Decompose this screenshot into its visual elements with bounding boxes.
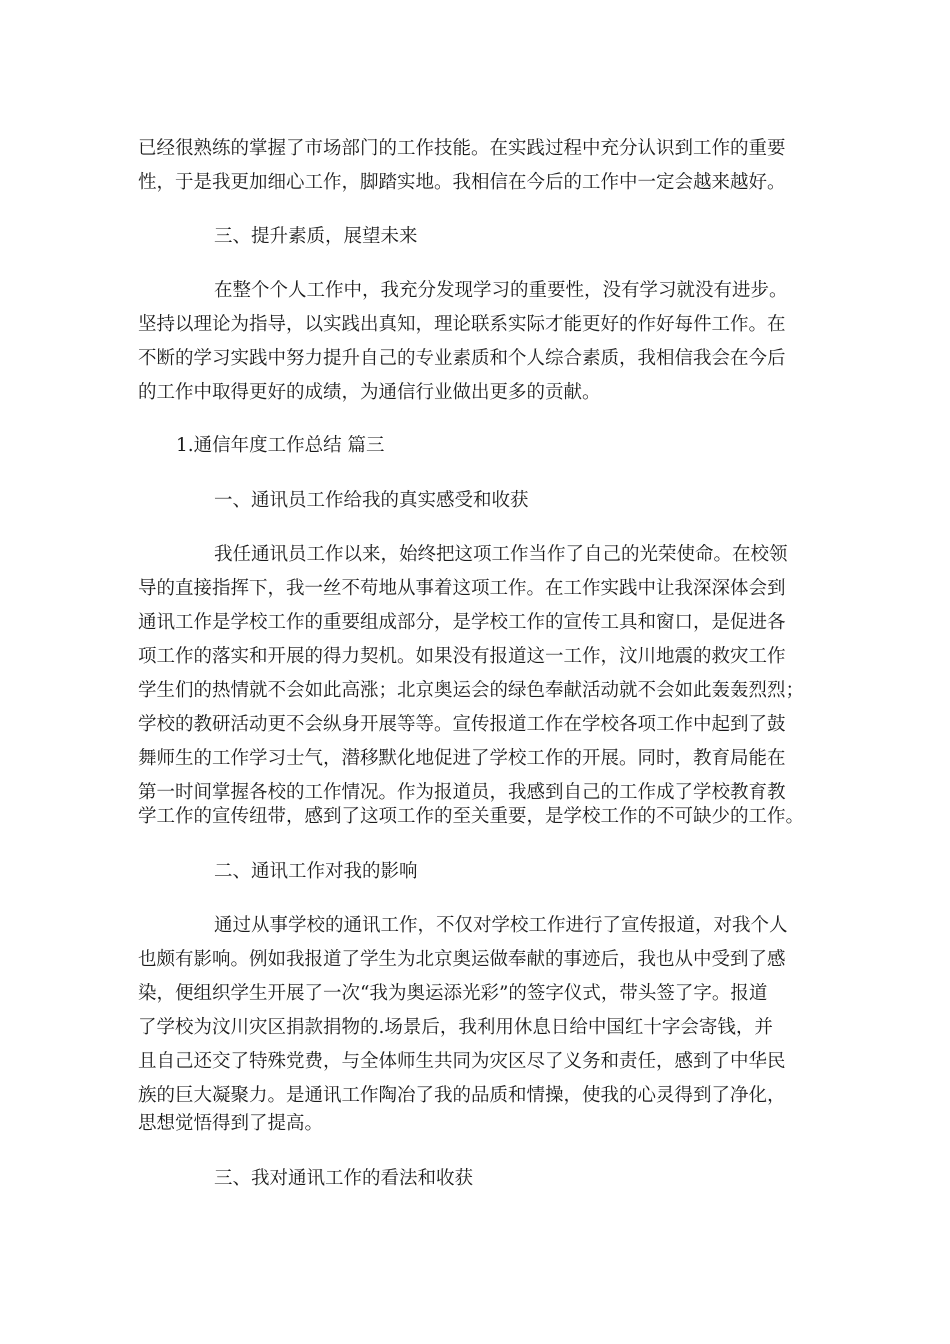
body-line: 已经很熟练的掌握了市场部门的工作技能。在实践过程中充分认识到工作的重要 bbox=[138, 138, 786, 159]
paragraph-first-line: 通过从事学校的通讯工作，不仅对学校工作进行了宣传报道，对我个人 bbox=[214, 915, 788, 936]
body-line: 且自己还交了特殊党费，与全体师生共同为灾区尽了义务和责任，感到了中华民 bbox=[138, 1051, 786, 1072]
body-line: 坚持以理论为指导，以实践出真知，理论联系实际才能更好的作好每件工作。在 bbox=[138, 314, 786, 335]
body-line: 思想觉悟得到了提高。 bbox=[138, 1113, 324, 1134]
body-line: 项工作的落实和开展的得力契机。如果没有报道这一工作，汶川地震的救灾工作 bbox=[138, 646, 786, 667]
body-line: 也颇有影响。例如我报道了学生为北京奥运做奉献的事迹后，我也从中受到了感 bbox=[138, 949, 786, 970]
body-line: 染，便组织学生开展了一次“我为奥运添光彩”的签字仪式，带头签了字。报道 bbox=[138, 983, 768, 1004]
body-line: 导的直接指挥下，我一丝不苟地从事着这项工作。在工作实践中让我深深体会到 bbox=[138, 578, 786, 599]
body-line: 族的巨大凝聚力。是通讯工作陶冶了我的品质和情操，使我的心灵得到了净化， bbox=[138, 1085, 786, 1106]
body-line: 舞师生的工作学习士气，潜移默化地促进了学校工作的开展。同时，教育局能在 bbox=[138, 748, 786, 769]
paragraph-first-line: 在整个个人工作中，我充分发现学习的重要性，没有学习就没有进步。 bbox=[214, 280, 788, 301]
section-heading: 三、提升素质，展望未来 bbox=[214, 226, 418, 247]
section-heading: 三、我对通讯工作的看法和收获 bbox=[214, 1168, 474, 1189]
body-line: 的工作中取得更好的成绩，为通信行业做出更多的贡献。 bbox=[138, 382, 601, 403]
body-line: 通讯工作是学校工作的重要组成部分，是学校工作的宣传工具和窗口，是促进各 bbox=[138, 612, 786, 633]
body-line: 了学校为汶川灾区捐款捐物的.场景后，我利用休息日给中国红十字会寄钱，并 bbox=[138, 1017, 773, 1038]
article-title: 1.通信年度工作总结 篇三 bbox=[176, 435, 385, 456]
body-line: 学工作的宣传纽带，感到了这项工作的至关重要，是学校工作的不可缺少的工作。 bbox=[138, 806, 805, 827]
body-line: 不断的学习实践中努力提升自己的专业素质和个人综合素质，我相信我会在今后 bbox=[138, 348, 786, 369]
body-line: 性，于是我更加细心工作，脚踏实地。我相信在今后的工作中一定会越来越好。 bbox=[138, 172, 786, 193]
body-line: 学校的教研活动更不会纵身开展等等。宣传报道工作在学校各项工作中起到了鼓 bbox=[138, 714, 786, 735]
paragraph-first-line: 我任通讯员工作以来，始终把这项工作当作了自己的光荣使命。在校领 bbox=[214, 544, 788, 565]
section-heading: 一、通讯员工作给我的真实感受和收获 bbox=[214, 490, 529, 511]
section-heading: 二、通讯工作对我的影响 bbox=[214, 861, 418, 882]
body-line: 第一时间掌握各校的工作情况。作为报道员，我感到自己的工作成了学校教育教 bbox=[138, 782, 786, 803]
body-line: 学生们的热情就不会如此高涨；北京奥运会的绿色奉献活动就不会如此轰轰烈烈； bbox=[138, 680, 805, 701]
